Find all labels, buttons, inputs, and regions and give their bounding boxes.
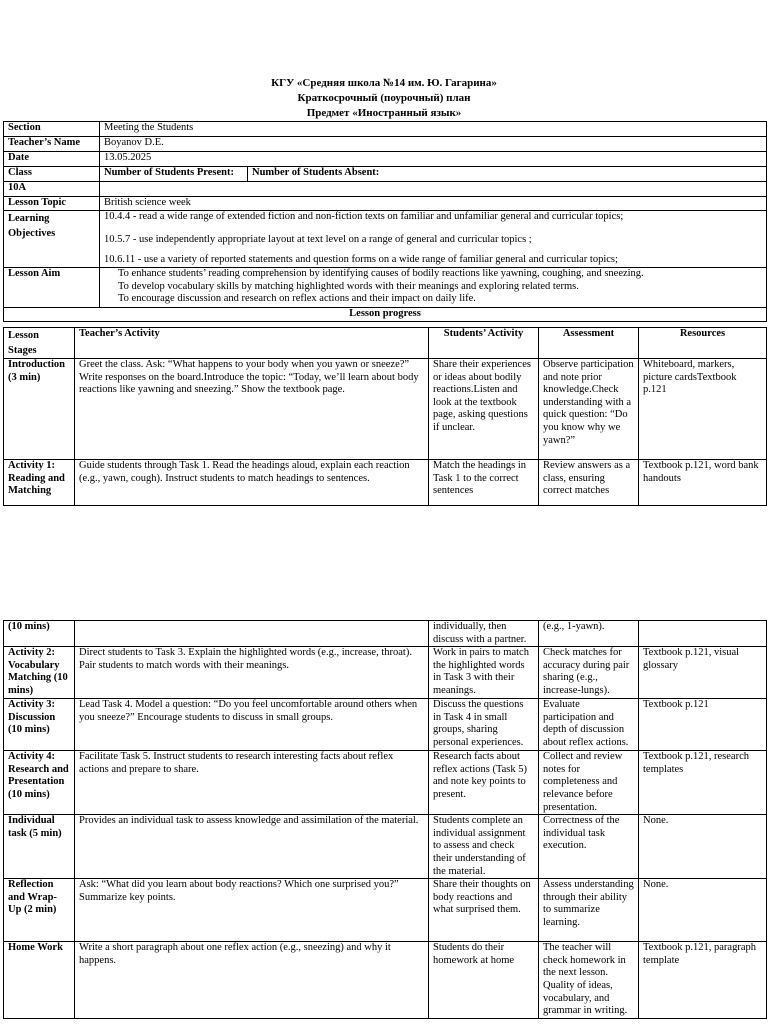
table-row (4, 359, 767, 460)
objective-item: 10.6.11 - use a variety of reported statements and question forms on a wide range of familiar general and curricular topics; (104, 254, 618, 266)
stage-cell: Reflection and Wrap-Up (2 min) (4, 879, 75, 942)
header-students-activity: Students’ Activity (429, 328, 539, 359)
students-cell: Share their experiences or ideas about bodily reactions.Listen and look at the textbook page, asking questions if unclear. (429, 359, 539, 460)
objective-item: 10.4.4 - read a wide range of extended fiction and non-fiction texts on familiar and unfamiliar general and curricular topics; (104, 211, 624, 222)
header-teacher-activity: Teacher’s Activity (75, 328, 429, 359)
teacher-cell: Provides an individual task to assess knowledge and assimilation of the material. (75, 815, 429, 879)
students-cell: Match the headings in Task 1 to the correct sentences (429, 460, 539, 506)
table-row (4, 815, 767, 879)
stage-cell: Introduction (3 min) (4, 359, 75, 460)
aim-item: To enhance students’ reading comprehension by identifying causes of bodily reactions like yawning, coughing, and sneezing. (118, 268, 644, 279)
students-cell: individually, then discuss with a partner. (429, 621, 539, 647)
stage-cell: Activity 3: Discussion (10 mins) (4, 699, 75, 751)
class-value: 10A (4, 182, 100, 197)
resources-cell: Textbook p.121, research templates (639, 751, 767, 815)
section-value: Meeting the Students (100, 122, 767, 137)
resources-cell: Textbook p.121, visual glossary (639, 647, 767, 699)
teacher-cell (75, 621, 429, 647)
lesson-info-table (3, 121, 767, 322)
stage-cell: Individual task (5 min) (4, 815, 75, 879)
assessment-cell: (e.g., 1-yawn). (539, 621, 639, 647)
assessment-cell: Correctness of the individual task execution. (539, 815, 639, 879)
students-present-label: Number of Students Present: (100, 167, 248, 182)
table-row (4, 460, 767, 506)
lesson-progress-table-page2 (3, 620, 767, 1019)
date-label: Date (4, 152, 100, 167)
objectives-list (100, 211, 767, 268)
assessment-cell: Collect and review notes for completeness and relevance before presentation. (539, 751, 639, 815)
section-label: Section (4, 122, 100, 137)
teacher-cell: Write a short paragraph about one reflex action (e.g., sneezing) and why it happens. (75, 942, 429, 1019)
assessment-cell: Assess understanding through their ability to summarize learning. (539, 879, 639, 942)
assessment-cell: Review answers as a class, ensuring correct matches (539, 460, 639, 506)
assessment-cell: The teacher will check homework in the next lesson. Quality of ideas, vocabulary, and grammar in writing. (539, 942, 639, 1019)
teacher-cell: Direct students to Task 3. Explain the highlighted words (e.g., increase, throat). Pair students to match words with their meanings. (75, 647, 429, 699)
teacher-label: Teacher’s Name (4, 137, 100, 152)
aims-list (100, 268, 767, 308)
aim-item: To develop vocabulary skills by matching highlighted words with their meanings and exploring related terms. (118, 280, 579, 292)
subject-title: Предмет «Иностранный язык» (306, 107, 462, 119)
students-cell: Share their thoughts on body reactions and what surprised them. (429, 879, 539, 942)
stage-cell: Home Work (4, 942, 75, 1019)
aim-label: Lesson Aim (4, 268, 100, 308)
header-lesson-stages: Lesson Stages (4, 328, 75, 359)
students-cell: Students do their homework at home (429, 942, 539, 1019)
lesson-progress-title: Lesson progress (4, 308, 767, 322)
resources-cell: Textbook p.121 (639, 699, 767, 751)
assessment-cell: Check matches for accuracy during pair sharing (e.g., increase-lungs). (539, 647, 639, 699)
class-label: Class (4, 167, 100, 182)
table-row (4, 751, 767, 815)
students-cell: Work in pairs to match the highlighted words in Task 3 with their meanings. (429, 647, 539, 699)
class-extra-cell (100, 182, 767, 197)
resources-cell: Whiteboard, markers, picture cardsTextbook p.121 (639, 359, 767, 460)
resources-cell: Textbook p.121, word bank handouts (639, 460, 767, 506)
plan-title: Краткосрочный (поурочный) план (297, 92, 471, 104)
assessment-cell: Evaluate participation and depth of discussion about reflex actions. (539, 699, 639, 751)
table-row (4, 647, 767, 699)
resources-cell: None. (639, 879, 767, 942)
table-row (4, 621, 767, 647)
table-row (4, 699, 767, 751)
table-row (4, 879, 767, 942)
date-value: 13.05.2025 (100, 152, 767, 167)
stage-cell: Activity 2: Vocabulary Matching (10 mins) (4, 647, 75, 699)
students-cell: Students complete an individual assignment to assess and check their understanding of the material. (429, 815, 539, 879)
aim-item: To encourage discussion and research on reflex actions and their impact on daily life. (118, 293, 476, 305)
teacher-cell: Greet the class. Ask: “What happens to your body when you yawn or sneeze?” Write responses on the board.Introduce the topic: “Today, we’ll learn about body reactions like yawning and sneezing.” Show the textbook page. (75, 359, 429, 460)
resources-cell: Textbook p.121, paragraph template (639, 942, 767, 1019)
teacher-cell: Lead Task 4. Model a question: “Do you feel uncomfortable around others when you sneeze?” Encourage students to discuss in small groups. (75, 699, 429, 751)
lesson-progress-table-page1 (3, 327, 767, 506)
objectives-label: Learning Objectives (4, 211, 100, 268)
stage-cell: (10 mins) (4, 621, 75, 647)
students-cell: Research facts about reflex actions (Task 5) and note key points to present. (429, 751, 539, 815)
resources-cell (639, 621, 767, 647)
table-row (4, 942, 767, 1019)
topic-label: Lesson Topic (4, 197, 100, 211)
teacher-value: Boyanov D.E. (100, 137, 767, 152)
students-cell: Discuss the questions in Task 4 in small groups, sharing personal experiences. (429, 699, 539, 751)
header-resources: Resources (639, 328, 767, 359)
teacher-cell: Facilitate Task 5. Instruct students to research interesting facts about reflex actions and prepare to share. (75, 751, 429, 815)
assessment-cell: Observe participation and note prior knowledge.Check understanding with a quick question: “Do you know why we yawn?” (539, 359, 639, 460)
school-name: КГУ «Средняя школа №14 им. Ю. Гагарина» (271, 77, 497, 89)
header-assessment: Assessment (539, 328, 639, 359)
stage-cell: Activity 1: Reading and Matching (4, 460, 75, 506)
objective-item: 10.5.7 - use independently appropriate layout at text level on a range of general and curricular topics ; (104, 233, 532, 245)
teacher-cell: Ask: “What did you learn about body reactions? Which one surprised you?” Summarize key points. (75, 879, 429, 942)
resources-cell: None. (639, 815, 767, 879)
students-absent-label: Number of Students Absent: (248, 167, 767, 182)
topic-value: British science week (100, 197, 767, 211)
teacher-cell: Guide students through Task 1. Read the headings aloud, explain each reaction (e.g., yawn, cough). Instruct students to match headings to sentences. (75, 460, 429, 506)
stage-cell: Activity 4: Research and Presentation (10 mins) (4, 751, 75, 815)
